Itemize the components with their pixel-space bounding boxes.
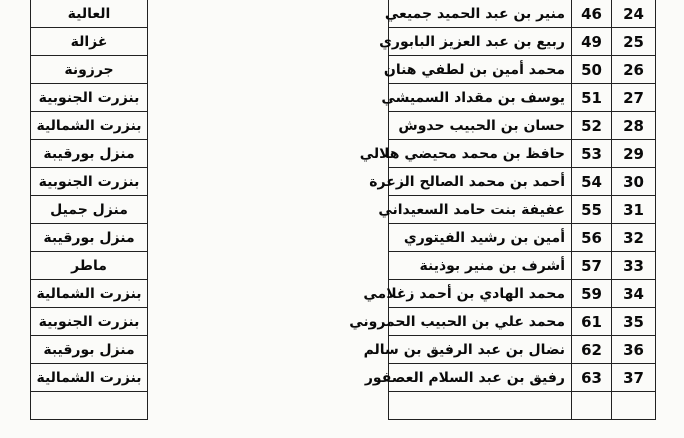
row-index-cell-text: 33 [623,256,644,275]
table-row [0,364,684,392]
name-cell-text: أحمد بن محمد الصالح الزعرة [369,173,565,190]
table-row [0,140,684,168]
row-number-cell [571,364,611,392]
location-cell-text: منزل بورقيبة [43,145,135,162]
name-cell-text: حسان بن الحبيب حدوش [398,117,565,134]
name-cell-text: محمد أمين بن لطفي هنان [383,61,565,78]
table-row [0,280,684,308]
row-number-cell-text: 54 [581,172,602,191]
location-cell-text: منزل بورقيبة [43,229,135,246]
row-index-cell [611,112,656,140]
row-index-cell [611,56,656,84]
row-number-cell [571,336,611,364]
name-cell-text: يوسف بن مقداد السميشي [381,89,565,106]
row-number-cell-text: 62 [581,340,602,359]
table-row [0,168,684,196]
row-index-cell [611,28,656,56]
table-row [0,84,684,112]
table-row [0,56,684,84]
row-index-cell [611,364,656,392]
location-cell-text: غزالة [70,33,108,50]
row-index-cell [611,224,656,252]
row-number-cell [571,392,611,420]
row-index-cell-text: 27 [623,88,644,107]
location-cell [30,84,148,112]
row-number-cell [571,0,611,28]
row-number-cell-text: 53 [581,144,602,163]
name-cell [363,336,571,364]
row-number-cell-text: 51 [581,88,602,107]
location-cell-text: منزل جميل [50,201,128,218]
row-number-cell [571,140,611,168]
name-cell [364,364,571,392]
location-cell [30,252,148,280]
row-index-cell [611,84,656,112]
name-cell [388,252,571,280]
row-number-cell [571,168,611,196]
row-number-cell [571,308,611,336]
location-cell [30,392,148,420]
name-cell [359,140,571,168]
row-index-cell [611,196,656,224]
row-number-cell [571,28,611,56]
name-cell [388,112,571,140]
name-cell-text: محمد الهادي بن أحمد زغلامي [363,285,565,302]
table-row [0,392,684,420]
table-row [0,224,684,252]
row-number-cell-text: 57 [581,256,602,275]
row-index-cell-text: 28 [623,116,644,135]
location-cell [30,168,148,196]
location-cell [30,28,148,56]
location-cell-text: بنزرت الجنوبية [38,89,140,106]
row-number-cell-text: 55 [581,200,602,219]
row-number-cell [571,224,611,252]
row-index-cell [611,252,656,280]
location-cell-text: العالية [67,5,111,22]
row-index-cell-text: 34 [623,284,644,303]
location-cell-text: بنزرت الشمالية [36,117,142,134]
row-index-cell-text: 37 [623,368,644,387]
row-index-cell-text: 25 [623,32,644,51]
table-row [0,112,684,140]
name-cell-text: رفيق بن عبد السلام العصفور [364,369,565,386]
row-number-cell-text: 50 [581,60,602,79]
row-index-cell [611,168,656,196]
row-index-cell-text: 26 [623,60,644,79]
row-index-cell-text: 29 [623,144,644,163]
name-cell-text: محمد علي بن الحبيب الحمروني [349,313,565,330]
table-row [0,336,684,364]
row-number-cell-text: 46 [581,4,602,23]
row-number-cell-text: 52 [581,116,602,135]
name-cell [384,0,571,28]
row-index-cell [611,308,656,336]
row-index-cell [611,392,656,420]
name-cell-text: عفيفة بنت حامد السعيداني [378,201,565,218]
row-number-cell [571,56,611,84]
name-cell [363,280,571,308]
table-row [0,196,684,224]
location-cell-text: بنزرت الشمالية [36,285,142,302]
location-cell [30,140,148,168]
location-cell-text: جرزونة [64,61,114,78]
row-index-cell-text: 32 [623,228,644,247]
row-number-cell-text: 49 [581,32,602,51]
location-cell-text: منزل بورقيبة [43,341,135,358]
location-cell [30,280,148,308]
row-index-cell-text: 36 [623,340,644,359]
name-cell [369,168,571,196]
row-number-cell [571,112,611,140]
location-cell [30,336,148,364]
location-cell [30,0,148,28]
location-cell [30,196,148,224]
name-cell-text: حافظ بن محمد محيضي هلالي [359,145,565,162]
name-cell [381,84,571,112]
row-number-cell-text: 56 [581,228,602,247]
row-index-cell-text: 24 [623,4,644,23]
row-index-cell-text: 35 [623,312,644,331]
name-cell-text: ربيع بن عبد العزيز البابوري [379,33,565,50]
row-number-cell-text: 61 [581,312,602,331]
table-row [0,28,684,56]
name-cell-text: منير بن عبد الحميد جميعي [384,5,565,22]
row-index-cell [611,140,656,168]
row-number-cell [571,252,611,280]
location-cell [30,308,148,336]
location-cell [30,364,148,392]
row-index-cell [611,280,656,308]
table-row [0,252,684,280]
row-number-cell [571,84,611,112]
name-cell-text: أشرف بن منير بوذينة [419,257,565,274]
row-index-cell [611,336,656,364]
row-index-cell-text: 31 [623,200,644,219]
location-cell [30,112,148,140]
name-cell-text: أمين بن رشيد الفيتوري [403,229,565,246]
location-cell [30,56,148,84]
location-cell [30,224,148,252]
row-number-cell-text: 59 [581,284,602,303]
name-cell-text: نضال بن عبد الرفيق بن سالم [363,341,565,358]
location-cell-text: بنزرت الجنوبية [38,173,140,190]
table-row [0,308,684,336]
table-row [0,0,684,28]
name-cell [388,224,571,252]
location-cell-text: بنزرت الجنوبية [38,313,140,330]
location-cell-text: بنزرت الشمالية [36,369,142,386]
row-number-cell-text: 63 [581,368,602,387]
name-cell [349,308,571,336]
row-number-cell [571,280,611,308]
name-cell [383,56,571,84]
location-cell-text: ماطر [71,257,107,274]
name-cell [379,28,571,56]
name-cell [378,196,571,224]
row-index-cell [611,0,656,28]
row-index-cell-text: 30 [623,172,644,191]
name-cell [388,392,571,420]
row-number-cell [571,196,611,224]
